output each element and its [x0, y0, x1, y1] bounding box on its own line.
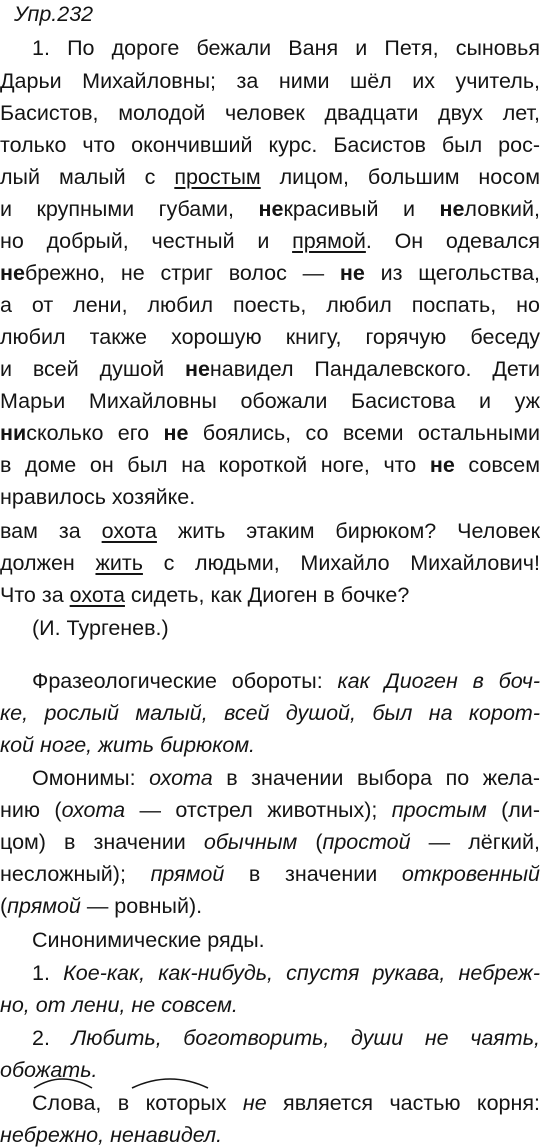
para1-line-6: и крупными губами, некрасивый и неловкий, — [0, 197, 540, 221]
para1-line-8: небрежно, не стриг волос — не из щегольства, — [0, 261, 541, 285]
synonyms-label: Синонимические ряды. — [32, 928, 265, 952]
homonyms-line-4: несложный); прямой в значении откровенный — [0, 862, 540, 886]
synonyms-item-1-line-1: 1. Кое-как, как-нибудь, спустя рукава, небреж- — [32, 961, 541, 985]
underlined-word: простым — [174, 165, 261, 189]
para2-line-1: вам за охота жить этаким бирюком? Человек — [0, 519, 540, 543]
para2-line-2: должен жить с людьми, Михайло Михайлович! — [0, 551, 540, 575]
phraseology-line-2: ке, рослый малый, всей душой, был на корот- — [0, 701, 540, 725]
para1-line-11: и всей душой ненавидел Пандалевского. Дети — [0, 357, 540, 381]
homonyms-line-2: нию (охота — отстрел животных); простым (ли- — [0, 798, 540, 822]
para1-line-10: любил также хорошую книгу, горячую беседу — [0, 325, 540, 349]
words-line-1: Слова, в которых не является частью корня: — [32, 1091, 540, 1115]
para1-line-7: но добрый, честный и прямой. Он одевался — [0, 229, 540, 253]
para1-line-4: только что окончивший курс. Басистов был рос- — [0, 133, 540, 157]
underlined-word: охота — [69, 583, 125, 607]
author-credit: (И. Тургенев.) — [32, 616, 169, 640]
para1-line-3: Басистов, молодой человек двадцати двух лет, — [0, 101, 540, 125]
para1-line-1: 1. По дороге бежали Ваня и Петя, сыновья — [32, 36, 540, 60]
para1-line-14: в доме он был на короткой ноге, что не совсем — [0, 453, 540, 477]
homonyms-line-3: цом) в значении обычным (простой — лёгкий, — [0, 830, 540, 854]
homonyms-line-1: Омонимы: охота в значении выбора по жела- — [32, 766, 540, 790]
para2-line-3: Что за охота сидеть, как Диоген в бочке? — [0, 583, 410, 607]
para1-line-13: нисколько его не боялись, со всеми остальными — [0, 421, 540, 445]
para1-line-2: Дарьи Михайловны; за ними шёл их учитель, — [0, 69, 540, 93]
underlined-word: прямой — [292, 229, 366, 253]
underlined-word: жить — [95, 551, 143, 575]
synonyms-item-2-line-2: обожать. — [0, 1058, 98, 1082]
para1-line-12: Марьи Михайловны обожали Басистова и уж — [0, 389, 540, 413]
words-line-2: небрежно, ненавидел. — [0, 1123, 223, 1147]
phraseology-line-1: Фразеологические обороты: как Диоген в боч- — [32, 669, 540, 693]
phraseology-line-3: кой ноге, жить бирюком. — [0, 733, 256, 757]
para1-line-15: нравилось хозяйке. — [0, 485, 196, 509]
synonyms-item-1-line-2: но, от лени, не совсем. — [0, 993, 238, 1017]
para1-line-9: а от лени, любил поесть, любил поспать, но — [0, 293, 540, 317]
synonyms-item-2-line-1: 2. Любить, боготворить, души не чаять, — [32, 1026, 540, 1050]
para1-line-5: лый малый с простым лицом, большим носом — [0, 165, 540, 189]
exercise-heading: Упр.232 — [14, 2, 94, 26]
underlined-word: охота — [101, 519, 157, 543]
homonyms-line-5: (прямой — ровный). — [0, 894, 203, 918]
